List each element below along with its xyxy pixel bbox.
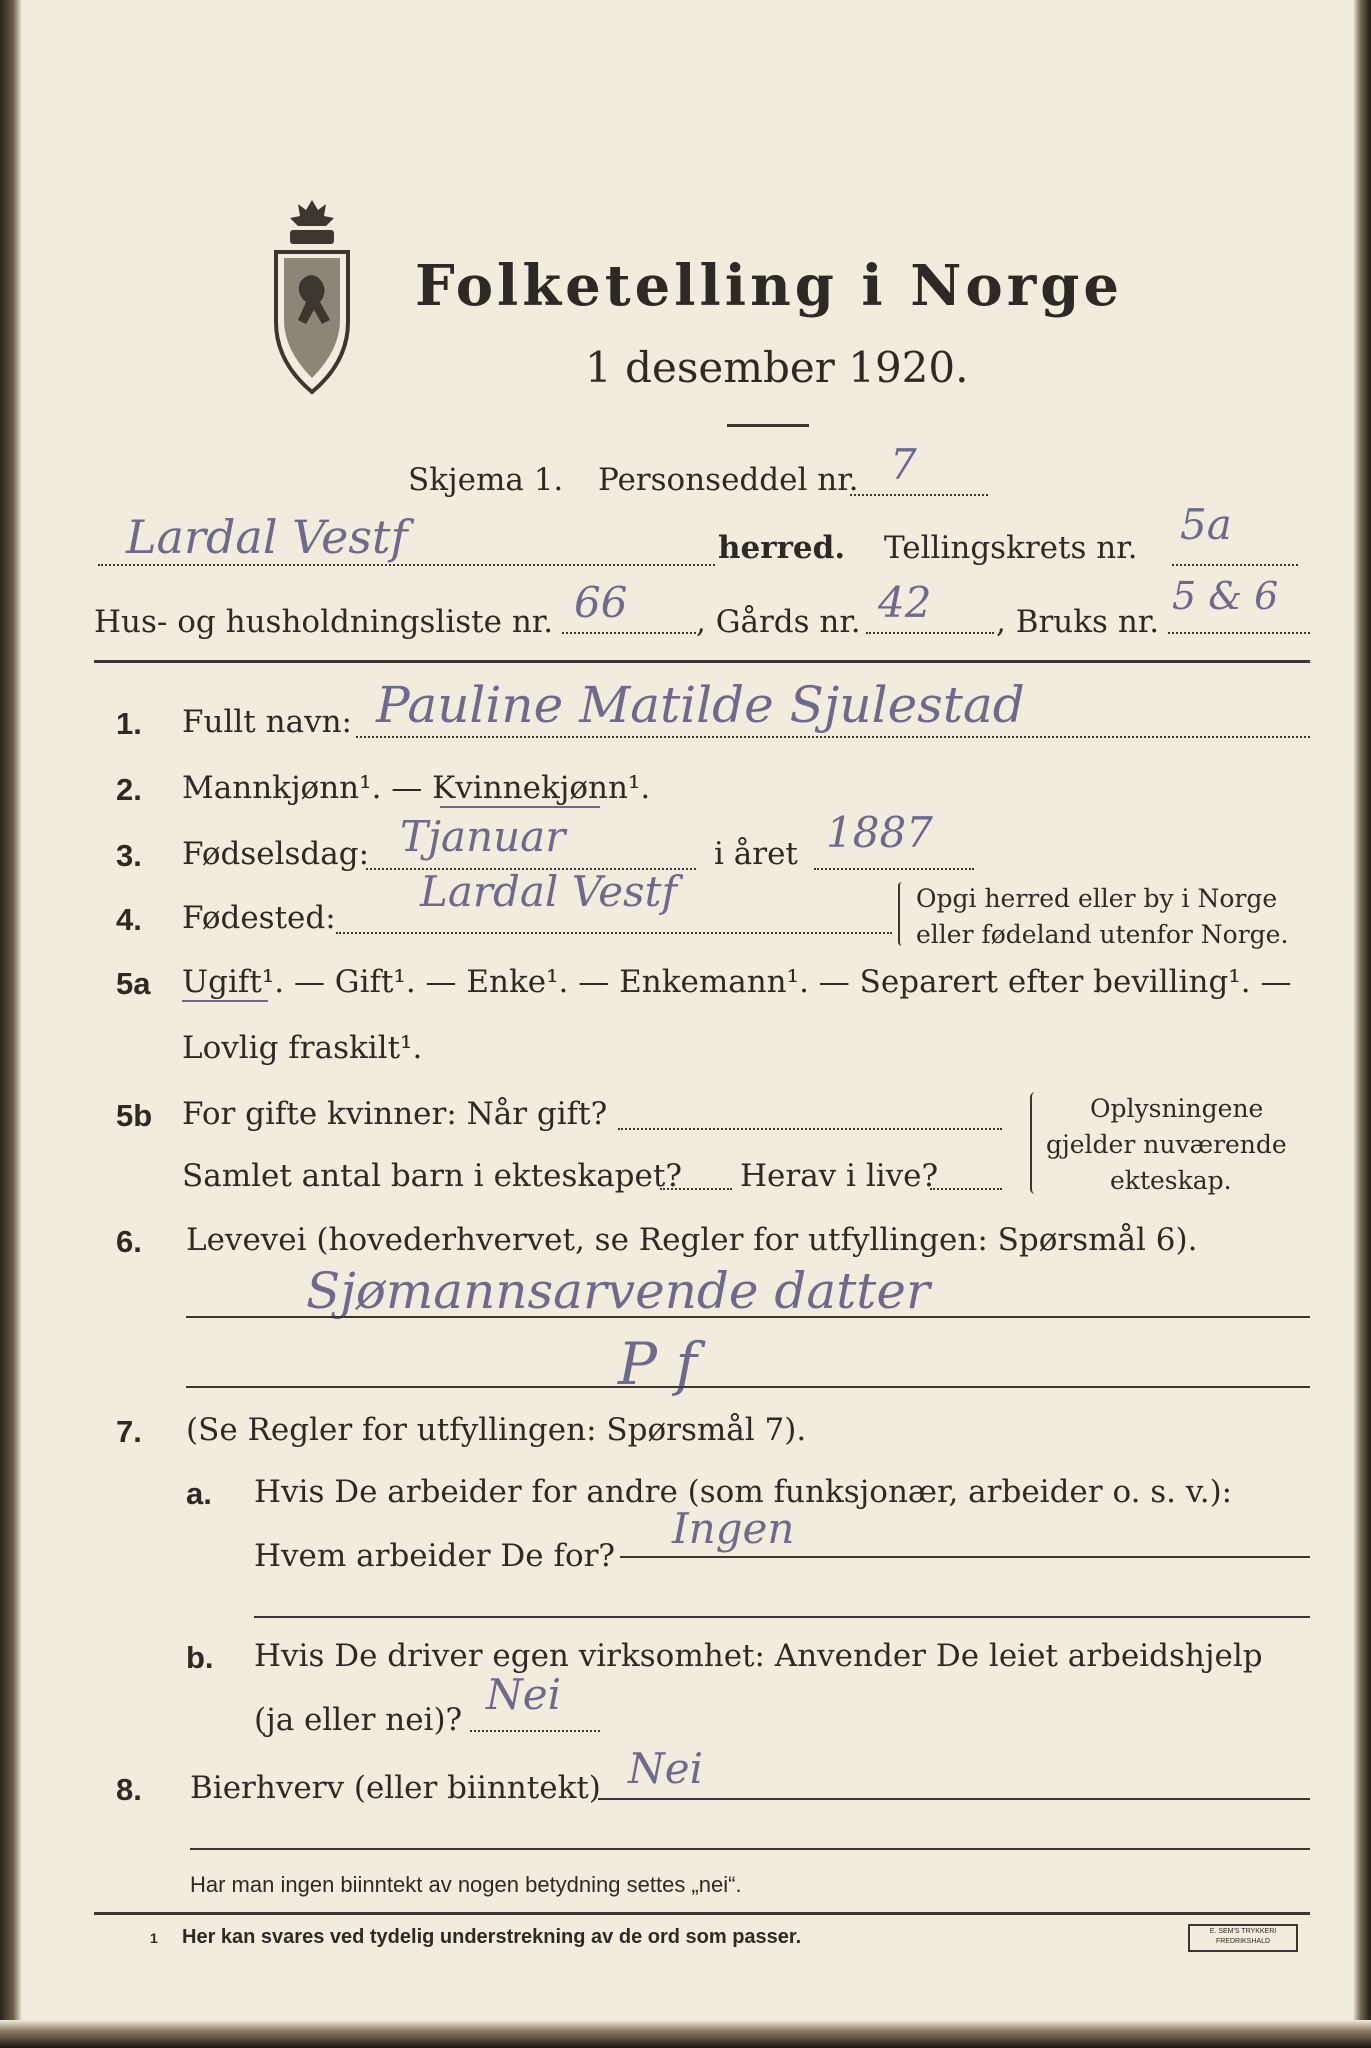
hus-value: 66 — [574, 578, 628, 627]
q5a-underline — [182, 1000, 268, 1002]
q5b-label3: Herav i live? — [740, 1158, 939, 1194]
footer-divider — [94, 1912, 1310, 1915]
scan-edge-bottom — [0, 2020, 1371, 2048]
scan-edge-left — [0, 0, 22, 2048]
q4-line — [336, 932, 892, 934]
bruks-line — [1168, 632, 1310, 634]
q5a-label2: Lovlig fraskilt¹. — [182, 1030, 423, 1066]
bruks-value: 5 & 6 — [1172, 574, 1279, 618]
q5b-married-line — [618, 1128, 1002, 1130]
q7b-label2: (ja eller nei)? — [254, 1702, 463, 1738]
census-date: 1 desember 1920. — [585, 343, 969, 392]
q5b-label2: Samlet antal barn i ekteskapet? — [182, 1158, 682, 1194]
tellingskrets-line — [1172, 564, 1298, 566]
q4-answer: Lardal Vestf — [420, 867, 678, 916]
q7a-line — [620, 1556, 1310, 1558]
tellingskrets-label: Tellingskrets nr. — [884, 530, 1138, 566]
q6-line1 — [186, 1316, 1310, 1318]
q7b-answer: Nei — [486, 1670, 562, 1719]
herred-line — [98, 564, 715, 566]
q7-number: 7. — [116, 1414, 142, 1449]
printer-stamp — [1188, 1924, 1298, 1952]
q3-year-answer: 1887 — [826, 808, 933, 857]
q4-label: Fødested: — [182, 900, 336, 936]
q4-note-line2: eller fødeland utenfor Norge. — [916, 920, 1289, 949]
q7a-label: Hvis De arbeider for andre (som funksjonær, arbeider o. s. v.): — [254, 1474, 1233, 1510]
q2-number: 2. — [116, 772, 142, 807]
q5b-note-line3: ekteskap. — [1110, 1166, 1232, 1195]
hus-label: Hus- og husholdningsliste nr. — [94, 604, 554, 640]
title-divider — [727, 424, 809, 427]
q6-answer2: P f — [618, 1330, 697, 1398]
q5a-label: Ugift¹. — Gift¹. — Enke¹. — Enkemann¹. — Separert efter bevilling¹. — — [182, 964, 1292, 1000]
tellingskrets-value: 5a — [1180, 500, 1232, 549]
herred-value: Lardal Vestf — [126, 510, 408, 564]
q5b-note-brace — [1030, 1092, 1040, 1194]
q7a-line2 — [254, 1616, 1310, 1618]
q1-line — [356, 736, 1310, 738]
q6-number: 6. — [116, 1224, 142, 1259]
q2-underline — [440, 806, 600, 808]
footer-note: Har man ingen biinntekt av nogen betydning settes „nei“. — [190, 1872, 742, 1897]
q8-line2 — [190, 1848, 1310, 1850]
q4-note-line1: Opgi herred eller by i Norge — [916, 884, 1278, 913]
q5b-note-line1: Oplysningene — [1090, 1094, 1264, 1123]
q5a-number: 5a — [116, 966, 151, 1001]
q3-label: Fødselsdag: — [182, 836, 370, 872]
footnote-text: Her kan svares ved tydelig understrekning av de ord som passer. — [182, 1926, 802, 1948]
q8-line — [598, 1798, 1310, 1800]
q3-number: 3. — [116, 838, 142, 873]
personseddel-line — [850, 494, 988, 496]
personseddel-value: 7 — [890, 440, 917, 489]
gards-value: 42 — [878, 578, 932, 627]
q1-number: 1. — [116, 706, 142, 741]
q6-label: Levevei (hovederhvervet, se Regler for utfyllingen: Spørsmål 6). — [186, 1222, 1198, 1258]
header-divider — [94, 660, 1310, 663]
q5b-alive-line — [930, 1188, 1002, 1190]
q7a-label2: Hvem arbeider De for? — [254, 1538, 616, 1574]
q8-label: Bierhverv (eller biinntekt) — [190, 1770, 601, 1806]
bruks-label: , Bruks nr. — [996, 604, 1160, 640]
q7a-letter: a. — [186, 1476, 212, 1511]
q5b-number: 5b — [116, 1098, 153, 1133]
q3-year-label: i året — [714, 836, 798, 872]
q5b-children-line — [660, 1188, 732, 1190]
footnote-mark: 1 — [150, 1930, 158, 1946]
scan-edge-right — [1353, 0, 1371, 2048]
q3-year-line — [814, 868, 974, 870]
q5b-label: For gifte kvinner: Når gift? — [182, 1096, 608, 1132]
q1-answer: Pauline Matilde Sjulestad — [376, 676, 1025, 734]
hus-line — [562, 632, 696, 634]
q7a-answer: Ingen — [672, 1504, 795, 1553]
q2-label: Mannkjønn¹. — Kvinnekjønn¹. — [182, 770, 651, 806]
q8-answer: Nei — [628, 1744, 704, 1793]
q6-line2 — [186, 1386, 1310, 1388]
q8-number: 8. — [116, 1772, 142, 1807]
q7b-label: Hvis De driver egen virksomhet: Anvender De leiet arbeidshjelp — [254, 1638, 1263, 1674]
q6-answer: Sjømannsarvende datter — [306, 1262, 930, 1320]
form-title: Folketelling i Norge — [415, 253, 1124, 319]
herred-label: herred. — [718, 530, 846, 566]
printer-stamp-text: E. SEM'S TRYKKERI FREDRIKSHALD — [1209, 1928, 1277, 1945]
q3-answer: Tjanuar — [400, 812, 566, 861]
personseddel-label: Personseddel nr. — [598, 462, 859, 498]
q7b-line — [470, 1730, 600, 1732]
gards-line — [866, 632, 994, 634]
gards-label: , Gårds nr. — [696, 604, 861, 640]
q7b-letter: b. — [186, 1640, 214, 1675]
q7-label: (Se Regler for utfyllingen: Spørsmål 7). — [186, 1412, 807, 1448]
q4-number: 4. — [116, 902, 142, 937]
norwegian-coat-of-arms-icon — [262, 192, 362, 402]
q1-label: Fullt navn: — [182, 704, 352, 740]
q5b-note-line2: gjelder nuværende — [1046, 1130, 1287, 1159]
q4-note-brace — [898, 882, 906, 946]
skjema-label: Skjema 1. — [408, 462, 564, 498]
